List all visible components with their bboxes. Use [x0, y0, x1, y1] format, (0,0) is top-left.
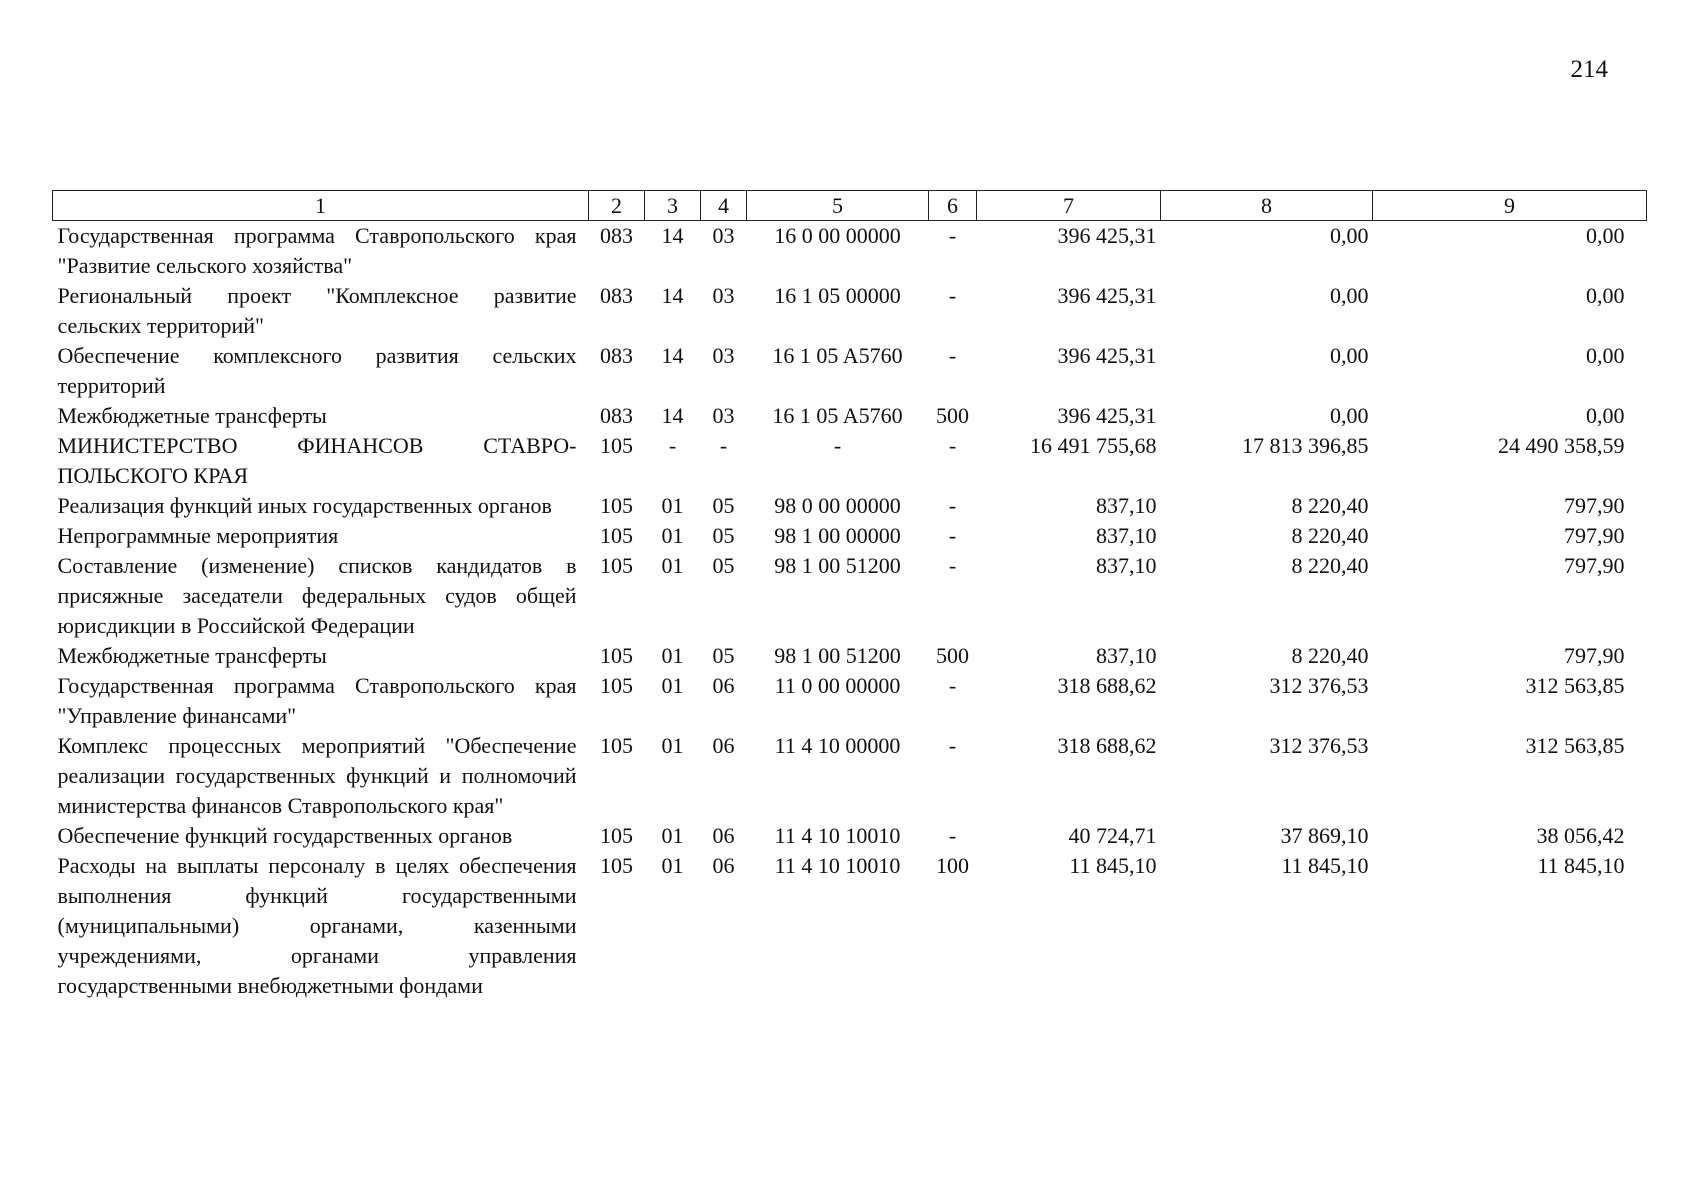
table-row [53, 491, 1647, 521]
row-amount-col7: 837,10 [1096, 553, 1157, 578]
row-section: - [668, 433, 677, 458]
row-amount-col9: 11 845,10 [1537, 853, 1625, 878]
row-code: 105 [600, 673, 633, 698]
row-name: Обеспечение комплексного развития сельских территорий [57, 343, 577, 398]
row-expense-type: - [948, 733, 957, 758]
row-amount-col8: 312 376,53 [1269, 673, 1369, 698]
row-subsection: 05 [712, 523, 735, 548]
row-amount-col7: 396 425,31 [1057, 403, 1157, 428]
table-row [53, 641, 1647, 671]
row-amount-col9: 38 056,42 [1536, 823, 1625, 848]
row-target-article: 16 0 00 00000 [774, 223, 901, 248]
table-row [53, 851, 1647, 1001]
row-name: Реализация функций иных государственных органов [57, 493, 552, 518]
row-code: 083 [600, 403, 633, 428]
row-amount-col8: 8 220,40 [1291, 493, 1369, 518]
row-amount-col8: 8 220,40 [1291, 523, 1369, 548]
column-header: 1 [53, 191, 589, 221]
row-target-article: 98 1 00 51200 [774, 643, 901, 668]
column-header: 5 [747, 191, 929, 221]
row-amount-col9: 0,00 [1586, 343, 1625, 368]
row-target-article: 11 4 10 10010 [774, 823, 901, 848]
row-section: 01 [661, 673, 684, 698]
row-subsection: 06 [712, 823, 735, 848]
row-amount-col7: 837,10 [1096, 493, 1157, 518]
row-subsection: 03 [712, 343, 735, 368]
table-row [53, 281, 1647, 341]
row-amount-col8: 312 376,53 [1269, 733, 1369, 758]
row-target-article: 16 1 05 A5760 [772, 403, 903, 428]
row-target-article: 16 1 05 00000 [774, 283, 901, 308]
row-section: 01 [661, 553, 684, 578]
row-expense-type: - [948, 433, 957, 458]
row-amount-col7: 837,10 [1096, 523, 1157, 548]
row-amount-col9: 312 563,85 [1525, 733, 1625, 758]
row-amount-col9: 797,90 [1564, 553, 1625, 578]
row-amount-col8: 0,00 [1330, 283, 1369, 308]
row-name: МИНИСТЕРСТВО ФИНАНСОВ СТАВРО-ПОЛЬСКОГО КРАЯ [57, 433, 577, 488]
row-amount-col8: 11 845,10 [1281, 853, 1369, 878]
row-subsection: 06 [712, 733, 735, 758]
row-target-article: - [833, 433, 842, 458]
row-amount-col9: 797,90 [1564, 643, 1625, 668]
row-amount-col9: 0,00 [1586, 223, 1625, 248]
row-section: 01 [661, 643, 684, 668]
row-expense-type: - [948, 493, 957, 518]
row-amount-col7: 318 688,62 [1057, 673, 1157, 698]
row-amount-col8: 8 220,40 [1291, 643, 1369, 668]
row-code: 105 [600, 523, 633, 548]
row-amount-col9: 0,00 [1586, 283, 1625, 308]
table-row [53, 821, 1647, 851]
row-amount-col9: 312 563,85 [1525, 673, 1625, 698]
row-amount-col9: 24 490 358,59 [1498, 433, 1625, 458]
budget-table [52, 190, 1647, 1001]
row-subsection: 03 [712, 223, 735, 248]
row-target-article: 98 0 00 00000 [774, 493, 901, 518]
row-code: 105 [600, 643, 633, 668]
row-name: Межбюджетные трансферты [57, 643, 327, 668]
row-subsection: 05 [712, 553, 735, 578]
row-name: Региональный проект "Комплексное развитие сельских территорий" [57, 283, 577, 338]
table-row [53, 671, 1647, 731]
row-section: 14 [661, 343, 684, 368]
row-section: 14 [661, 283, 684, 308]
row-expense-type: - [948, 343, 957, 368]
row-target-article: 16 1 05 A5760 [772, 343, 903, 368]
row-amount-col7: 396 425,31 [1057, 343, 1157, 368]
row-section: 14 [661, 223, 684, 248]
table-row [53, 551, 1647, 641]
row-amount-col8: 37 869,10 [1280, 823, 1369, 848]
row-section: 14 [661, 403, 684, 428]
row-amount-col9: 797,90 [1564, 523, 1625, 548]
row-subsection: 05 [712, 643, 735, 668]
row-name: Расходы на выплаты персоналу в целях обеспечения выполнения функций государственными (муниципальными) органами, казенными учреждениями, органами управления государственными внебюджетными фондами [57, 853, 577, 998]
row-target-article: 11 4 10 10010 [774, 853, 901, 878]
table-row [53, 731, 1647, 821]
row-subsection: 06 [712, 673, 735, 698]
row-subsection: 06 [712, 853, 735, 878]
column-header: 6 [929, 191, 977, 221]
row-subsection: - [719, 433, 728, 458]
table-row [53, 431, 1647, 491]
row-name: Составление (изменение) списков кандидатов в присяжные заседатели федеральных судов общей юрисдикции в Российской Федерации [57, 553, 577, 638]
row-name: Государственная программа Ставропольского края "Управление финансами" [57, 673, 577, 728]
row-subsection: 03 [712, 403, 735, 428]
row-amount-col7: 40 724,71 [1068, 823, 1157, 848]
row-subsection: 03 [712, 283, 735, 308]
row-amount-col7: 396 425,31 [1057, 283, 1157, 308]
row-amount-col8: 0,00 [1330, 403, 1369, 428]
row-name: Государственная программа Ставропольского края "Развитие сельского хозяйства" [57, 223, 577, 278]
row-name: Комплекс процессных мероприятий "Обеспечение реализации государственных функций и полномочий министерства финансов Ставропольского края" [57, 733, 577, 818]
table-row [53, 401, 1647, 431]
row-name: Межбюджетные трансферты [57, 403, 327, 428]
table-row [53, 221, 1647, 282]
page-number: 214 [1570, 56, 1608, 83]
row-expense-type: - [948, 553, 957, 578]
row-subsection: 05 [712, 493, 735, 518]
row-expense-type: - [948, 523, 957, 548]
column-header: 3 [645, 191, 701, 221]
row-expense-type: 500 [936, 403, 969, 428]
row-name: Обеспечение функций государственных органов [57, 823, 513, 848]
header-row [53, 191, 1647, 221]
row-name: Непрограммные мероприятия [57, 523, 339, 548]
column-header: 8 [1161, 191, 1373, 221]
row-amount-col7: 11 845,10 [1069, 853, 1157, 878]
column-header: 7 [977, 191, 1161, 221]
row-expense-type: - [948, 673, 957, 698]
row-code: 083 [600, 223, 633, 248]
row-code: 105 [600, 853, 633, 878]
row-code: 105 [600, 553, 633, 578]
row-amount-col8: 0,00 [1330, 223, 1369, 248]
row-target-article: 11 4 10 00000 [774, 733, 901, 758]
row-section: 01 [661, 853, 684, 878]
row-section: 01 [661, 823, 684, 848]
column-header: 4 [701, 191, 747, 221]
row-code: 105 [600, 433, 633, 458]
row-expense-type: 500 [936, 643, 969, 668]
table-row [53, 521, 1647, 551]
row-amount-col9: 797,90 [1564, 493, 1625, 518]
row-code: 105 [600, 823, 633, 848]
row-code: 083 [600, 343, 633, 368]
row-amount-col7: 318 688,62 [1057, 733, 1157, 758]
row-code: 105 [600, 733, 633, 758]
row-code: 105 [600, 493, 633, 518]
column-header: 2 [589, 191, 645, 221]
row-amount-col7: 396 425,31 [1057, 223, 1157, 248]
column-header: 9 [1373, 191, 1647, 221]
row-amount-col8: 0,00 [1330, 343, 1369, 368]
row-code: 083 [600, 283, 633, 308]
row-expense-type: 100 [936, 853, 969, 878]
row-amount-col7: 837,10 [1096, 643, 1157, 668]
row-amount-col7: 16 491 755,68 [1030, 433, 1157, 458]
row-target-article: 98 1 00 00000 [774, 523, 901, 548]
row-expense-type: - [948, 823, 957, 848]
row-target-article: 98 1 00 51200 [774, 553, 901, 578]
row-amount-col8: 8 220,40 [1291, 553, 1369, 578]
row-section: 01 [661, 523, 684, 548]
row-section: 01 [661, 733, 684, 758]
row-section: 01 [661, 493, 684, 518]
row-amount-col9: 0,00 [1586, 403, 1625, 428]
row-expense-type: - [948, 223, 957, 248]
row-expense-type: - [948, 283, 957, 308]
row-amount-col8: 17 813 396,85 [1242, 433, 1369, 458]
row-target-article: 11 0 00 00000 [774, 673, 901, 698]
table-row [53, 341, 1647, 401]
